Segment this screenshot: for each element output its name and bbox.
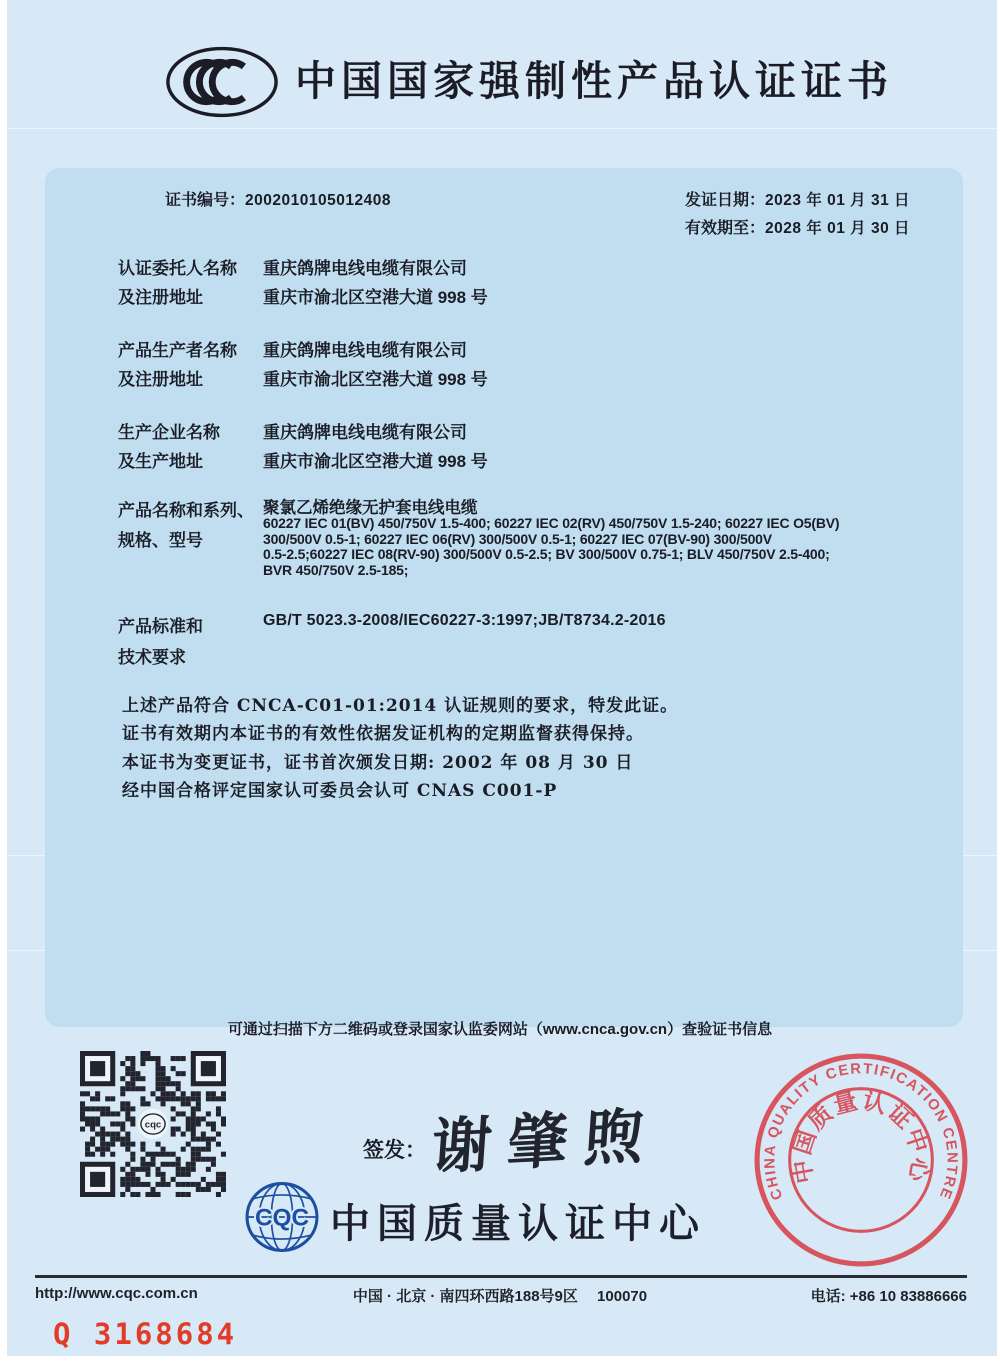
- product-name-value: 聚氯乙烯绝缘无护套电线电缆: [263, 499, 478, 517]
- product-models-line: BVR 450/750V 2.5-185;: [263, 561, 409, 578]
- valid-date-value: 2028 年 01 月 30 日: [765, 220, 911, 237]
- cert-number-label: 证书编号：: [165, 190, 246, 209]
- applicant-name-value: 重庆鸽牌电线电缆有限公司: [263, 259, 467, 278]
- factory-name-value: 重庆鸽牌电线电缆有限公司: [263, 423, 467, 442]
- svg-text:中国质量认证中心: [788, 1087, 934, 1185]
- cert-number-value: 2002010105012408: [245, 192, 391, 209]
- product-name-label-line2: 规格、型号: [118, 531, 203, 550]
- footer-address: 中国 · 北京 · 南四环西路188号9区 100070: [352, 1288, 648, 1305]
- issue-date-row: [685, 187, 910, 210]
- statement-line: 本证书为变更证书，证书首次颁发日期: 2002 年 08 月 30 日: [122, 753, 634, 773]
- cqc-logo-text: CQC: [254, 1204, 310, 1232]
- standard-label-line1: 产品标准和: [118, 617, 203, 636]
- serial-number: Q 3168684: [53, 1317, 238, 1351]
- cqc-globe-icon: [244, 1178, 320, 1256]
- producer-address-label: 及注册地址: [118, 370, 203, 389]
- product-models-line: 300/500V 0.5-1; 60227 IEC 06(RV) 300/500V 0.5-1; 60227 IEC 07(BV-90) 300/500V: [263, 530, 772, 547]
- cert-number-row: [165, 187, 391, 210]
- statement-line: 经中国合格评定国家认可委员会认可 CNAS C001-P: [122, 781, 558, 801]
- producer-address-value: 重庆市渝北区空港大道 998 号: [263, 370, 488, 389]
- signature-handwriting: 谢肇煦: [429, 1100, 662, 1184]
- factory-name-label: 生产企业名称: [118, 423, 220, 442]
- issue-date-value: 2023 年 01 月 31 日: [765, 192, 911, 209]
- applicant-address-label: 及注册地址: [118, 288, 203, 307]
- standard-label-line2: 技术要求: [118, 648, 186, 667]
- footer-phone: 电话: +86 10 83886666: [810, 1288, 967, 1305]
- valid-date-row: [685, 215, 910, 238]
- red-seal-stamp: [753, 1052, 969, 1268]
- product-models: [263, 516, 915, 578]
- stamp-outer-text: CHINA QUALITY CERTIFICATION CENTRE: [762, 1061, 960, 1203]
- producer-name-label: 产品生产者名称: [118, 341, 237, 360]
- stamp-inner-text: 中国质量认证中心: [787, 1087, 935, 1186]
- factory-address-value: 重庆市渝北区空港大道 998 号: [263, 452, 488, 471]
- qr-code: [80, 1051, 226, 1197]
- svg-text:cqc: cqc: [144, 1119, 162, 1131]
- issue-date-label: 发证日期：: [685, 190, 766, 209]
- footer-website: http://www.cqc.com.cn: [35, 1285, 198, 1302]
- product-name-label-line1: 产品名称和系列、: [118, 501, 254, 520]
- producer-name-value: 重庆鸽牌电线电缆有限公司: [263, 341, 467, 360]
- statement-line: 证书有效期内本证书的有效性依据发证机构的定期监督获得保持。: [122, 724, 644, 744]
- factory-address-label: 及生产地址: [118, 452, 203, 471]
- sign-label: 签发：: [363, 1137, 426, 1162]
- standard-value: GB/T 5023.3-2008/IEC60227-3:1997;JB/T8734.2-2016: [263, 612, 666, 629]
- footer-divider: [35, 1275, 967, 1278]
- scan-artifact-line: [0, 128, 1000, 129]
- certificate-title: 中国国家强制性产品认证证书: [295, 58, 893, 104]
- product-models-line: 0.5-2.5;60227 IEC 08(RV-90) 300/500V 0.5-2.5; BV 300/500V 0.75-1; BLV 450/750V 2.5-400;: [263, 546, 830, 562]
- ccc-mark-icon: [163, 44, 281, 120]
- statement-line: 上述产品符合 CNCA-C01-01:2014 认证规则的要求，特发此证。: [122, 696, 679, 716]
- applicant-name-label: 认证委托人名称: [118, 259, 237, 278]
- valid-date-label: 有效期至：: [685, 218, 766, 237]
- org-name: 中国质量认证中心: [330, 1202, 706, 1246]
- applicant-address-value: 重庆市渝北区空港大道 998 号: [263, 288, 488, 307]
- verify-note: 可通过扫描下方二维码或登录国家认监委网站（www.cnca.gov.cn）查验证书信息: [227, 1021, 773, 1038]
- product-models-line: 60227 IEC 01(BV) 450/750V 1.5-400; 60227 IEC 02(RV) 450/750V 1.5-240; 60227 IEC O5(BV): [263, 515, 840, 531]
